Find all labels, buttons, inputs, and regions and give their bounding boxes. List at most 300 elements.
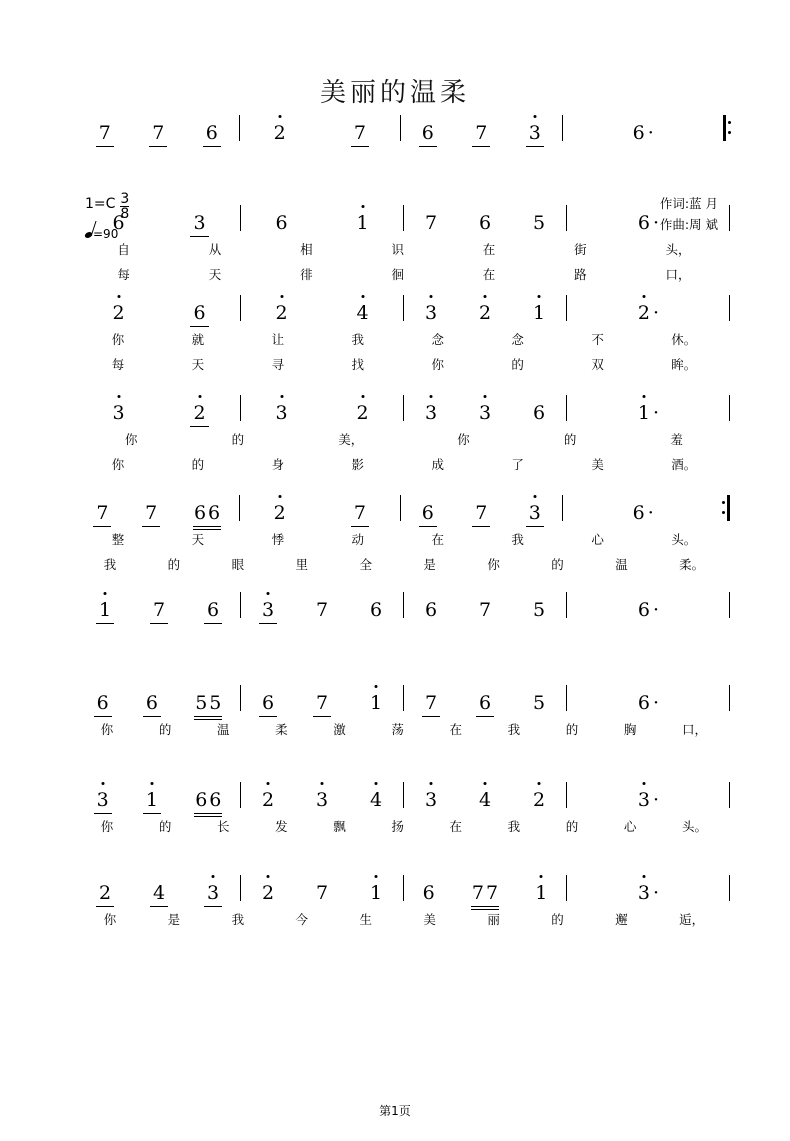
octave-dot-above bbox=[150, 782, 153, 785]
octave-dot-above bbox=[198, 395, 201, 398]
note: 4 bbox=[355, 304, 369, 323]
measure bbox=[567, 694, 729, 713]
octave-dot-above bbox=[430, 782, 433, 785]
note: 2 bbox=[111, 304, 125, 323]
lyric-syllable: 美 bbox=[423, 912, 436, 927]
lyric-syllable: 美， bbox=[338, 432, 364, 447]
note: 3 bbox=[111, 404, 125, 423]
lyric-syllable: 的 bbox=[167, 557, 181, 572]
lyricist-credit: 作词:蓝 月 bbox=[659, 196, 718, 211]
lyric-syllable: 让 bbox=[271, 332, 285, 347]
beam-line bbox=[259, 623, 277, 624]
lyric-syllable: 徘 bbox=[300, 267, 313, 282]
lyric-syllable: 从 bbox=[208, 242, 222, 257]
lyric-line bbox=[78, 240, 730, 258]
lyric-syllable: 是 bbox=[167, 912, 181, 927]
octave-dot-above bbox=[104, 592, 107, 595]
note: 5 bbox=[532, 599, 546, 621]
beam-line bbox=[472, 526, 490, 527]
note: 2 bbox=[273, 504, 287, 523]
lyric-syllable: 你 bbox=[431, 357, 444, 372]
lyric-syllable: 了 bbox=[511, 457, 524, 472]
note: 7 bbox=[471, 882, 484, 904]
note: 6 bbox=[145, 694, 159, 713]
final-barline bbox=[729, 875, 730, 901]
lyric-syllable: 徊 bbox=[391, 267, 404, 282]
lyric-syllable: 的 bbox=[551, 557, 564, 572]
lyric-syllable: 邂 bbox=[615, 912, 628, 927]
note: 7 bbox=[144, 504, 158, 523]
note: 1 bbox=[637, 404, 651, 423]
octave-dot-above bbox=[642, 782, 645, 785]
lyric-syllable: 你 bbox=[100, 722, 114, 737]
note: 6 bbox=[478, 212, 492, 234]
beam-line bbox=[313, 716, 331, 717]
music-system bbox=[78, 289, 730, 373]
lyric-syllable: 发 bbox=[275, 819, 288, 834]
octave-dot-above bbox=[321, 782, 324, 785]
measure bbox=[567, 791, 729, 810]
note-with-augmentation bbox=[637, 601, 659, 620]
music-system bbox=[78, 199, 730, 283]
note: 7 bbox=[478, 599, 492, 621]
lyric-syllable: 在 bbox=[431, 532, 444, 547]
lyric-syllable: 里 bbox=[295, 557, 309, 572]
note: 3 bbox=[637, 791, 651, 810]
augmentation-dot: · bbox=[653, 212, 660, 234]
note: 7 bbox=[315, 599, 329, 621]
lyric-syllable: 你 bbox=[111, 332, 125, 347]
music-system bbox=[78, 389, 730, 473]
measure bbox=[567, 304, 729, 323]
note-with-augmentation bbox=[637, 694, 659, 713]
repeat-end-sign bbox=[723, 495, 730, 521]
octave-dot-above bbox=[533, 115, 536, 118]
note: 6 bbox=[637, 212, 651, 234]
lyric-syllable: 识 bbox=[391, 242, 404, 257]
beam-line bbox=[190, 236, 208, 237]
note: 2 bbox=[355, 404, 369, 423]
lyric-syllable: 我 bbox=[511, 532, 524, 547]
beam-line bbox=[526, 526, 544, 527]
measure bbox=[241, 214, 403, 233]
note-with-augmentation bbox=[637, 304, 659, 323]
music-system bbox=[78, 109, 730, 143]
note: 6 bbox=[421, 504, 435, 523]
measure bbox=[567, 884, 729, 903]
lyric-syllable: 激 bbox=[333, 722, 346, 737]
lyric-syllable: 我 bbox=[231, 912, 245, 927]
note: 3 bbox=[478, 404, 492, 423]
lyric-syllable: 温 bbox=[615, 557, 628, 572]
lyric-syllable: 的 bbox=[231, 432, 245, 447]
note: 7 bbox=[315, 694, 329, 713]
lyric-syllable: 不 bbox=[591, 332, 604, 347]
beam-line bbox=[143, 716, 161, 717]
beam-line bbox=[204, 906, 222, 907]
octave-dot-above bbox=[484, 782, 487, 785]
note: 6 bbox=[208, 502, 221, 524]
lyric-line bbox=[78, 355, 730, 373]
lyric-syllable: 头。 bbox=[682, 819, 708, 834]
note: 5 bbox=[532, 692, 546, 714]
measure bbox=[404, 791, 566, 810]
note-row bbox=[78, 289, 730, 323]
octave-dot-above bbox=[642, 875, 645, 878]
lyric-syllable: 在 bbox=[482, 242, 496, 257]
note: 7 bbox=[151, 124, 165, 143]
time-signature-numerator: 3 bbox=[120, 191, 130, 207]
measure bbox=[567, 404, 729, 423]
beam-line bbox=[190, 326, 208, 327]
lyric-line bbox=[78, 910, 730, 928]
note: 3 bbox=[424, 404, 438, 423]
note-with-augmentation bbox=[637, 404, 659, 423]
measure bbox=[78, 694, 240, 713]
lyric-syllable: 温 bbox=[217, 722, 230, 737]
beam-line bbox=[150, 906, 168, 907]
octave-dot-above bbox=[375, 875, 378, 878]
lyric-syllable: 每 bbox=[117, 267, 130, 282]
note: 3 bbox=[315, 791, 329, 810]
note: 3 bbox=[261, 601, 275, 620]
beam-line bbox=[96, 906, 114, 907]
lyric-syllable: 的 bbox=[158, 722, 172, 737]
beam-line bbox=[476, 716, 494, 717]
note: 5 bbox=[532, 212, 546, 234]
measure bbox=[78, 124, 239, 143]
note: 1 bbox=[355, 214, 369, 233]
beam-line bbox=[94, 813, 112, 814]
beam-line bbox=[96, 623, 114, 624]
lyric-syllable: 是 bbox=[423, 557, 436, 572]
lyric-syllable: 动 bbox=[351, 532, 365, 547]
note: 7 bbox=[424, 694, 438, 713]
measure bbox=[567, 214, 729, 233]
lyric-syllable: 在 bbox=[449, 722, 463, 737]
lyric-syllable: 口， bbox=[682, 722, 708, 737]
augmentation-dot: · bbox=[653, 402, 660, 424]
octave-dot-above bbox=[278, 495, 281, 498]
measure bbox=[241, 304, 403, 323]
measure bbox=[404, 404, 566, 423]
lyric-syllable: 胸 bbox=[623, 722, 637, 737]
octave-dot-above bbox=[538, 295, 541, 298]
note: 7 bbox=[485, 882, 499, 904]
beam-line bbox=[190, 426, 208, 427]
note: 3 bbox=[192, 214, 206, 233]
note-with-augmentation bbox=[637, 791, 659, 810]
lyric-syllable: 每 bbox=[111, 357, 125, 372]
page-title: 美丽的温柔 bbox=[319, 78, 470, 108]
note: 3 bbox=[424, 791, 438, 810]
note: 6 bbox=[369, 599, 383, 621]
octave-dot-above bbox=[267, 592, 270, 595]
note: 7 bbox=[474, 504, 488, 523]
note: 1 bbox=[98, 601, 112, 620]
lyric-syllable: 你 bbox=[457, 432, 470, 447]
lyric-syllable: 悸 bbox=[271, 532, 285, 547]
augmentation-dot: · bbox=[653, 692, 660, 714]
lyric-syllable: 的 bbox=[563, 432, 577, 447]
lyric-syllable: 在 bbox=[449, 819, 463, 834]
note-row bbox=[78, 109, 730, 143]
lyric-syllable: 自 bbox=[117, 242, 130, 257]
note: 6 bbox=[205, 124, 219, 143]
lyric-syllable: 柔。 bbox=[679, 557, 705, 572]
lyric-syllable: 休。 bbox=[671, 332, 697, 347]
note: 6 bbox=[637, 599, 651, 621]
measure bbox=[401, 504, 562, 523]
note: 1 bbox=[369, 694, 383, 713]
note-row bbox=[78, 776, 730, 810]
note: 7 bbox=[353, 504, 367, 523]
final-barline bbox=[729, 592, 730, 618]
measure bbox=[78, 884, 240, 903]
lyric-syllable: 影 bbox=[351, 457, 365, 472]
lyric-syllable: 相 bbox=[300, 242, 313, 257]
measure bbox=[404, 304, 566, 323]
lyric-syllable: 在 bbox=[482, 267, 496, 282]
final-barline bbox=[729, 295, 730, 321]
lyric-syllable: 成 bbox=[431, 457, 444, 472]
lyric-syllable: 丽 bbox=[487, 912, 500, 927]
sheet-music-page bbox=[0, 72, 790, 1141]
note: 6 bbox=[192, 304, 206, 323]
octave-dot-above bbox=[280, 295, 283, 298]
measure bbox=[241, 791, 403, 810]
augmentation-dot: · bbox=[653, 599, 660, 621]
lyric-syllable: 眸。 bbox=[671, 357, 697, 372]
measure bbox=[241, 884, 403, 903]
note: 4 bbox=[369, 791, 383, 810]
note: 6 bbox=[637, 692, 651, 714]
time-signature-denominator: 8 bbox=[120, 206, 130, 222]
note: 6 bbox=[206, 601, 220, 620]
note: 2 bbox=[274, 304, 288, 323]
note: 6 bbox=[261, 694, 275, 713]
lyric-syllable: 荡 bbox=[391, 722, 404, 737]
augmentation-dot: · bbox=[647, 502, 654, 524]
lyric-syllable: 的 bbox=[511, 357, 524, 372]
note-row bbox=[78, 199, 730, 233]
music-system bbox=[78, 489, 730, 573]
note: 6 bbox=[632, 122, 645, 144]
note: 7 bbox=[474, 124, 488, 143]
note: 6 bbox=[96, 694, 110, 713]
lyric-syllable: 路 bbox=[574, 267, 587, 282]
lyric-line bbox=[78, 455, 730, 473]
note: 4 bbox=[478, 791, 492, 810]
measure bbox=[401, 124, 562, 143]
note: 2 bbox=[98, 884, 112, 903]
lyric-syllable: 的 bbox=[551, 912, 564, 927]
final-barline bbox=[729, 782, 730, 808]
lyric-syllable: 双 bbox=[591, 357, 604, 372]
measure bbox=[563, 124, 724, 143]
octave-dot-above bbox=[267, 782, 270, 785]
lyric-syllable: 的 bbox=[565, 722, 579, 737]
note: 3 bbox=[528, 504, 542, 523]
page-footer: 第1页 bbox=[379, 1104, 411, 1118]
lyric-syllable: 你 bbox=[103, 912, 117, 927]
note: 3 bbox=[96, 791, 110, 810]
lyric-syllable: 天 bbox=[191, 532, 205, 547]
lyric-syllable: 你 bbox=[487, 557, 500, 572]
note: 6 bbox=[193, 502, 207, 524]
note: 6 bbox=[421, 124, 435, 143]
beam-line bbox=[96, 146, 114, 147]
key-signature: 1=C bbox=[85, 196, 116, 212]
octave-dot-above bbox=[267, 875, 270, 878]
lyric-syllable: 我 bbox=[103, 557, 117, 572]
octave-dot-above bbox=[484, 395, 487, 398]
lyric-syllable: 心 bbox=[591, 532, 604, 547]
beam-line bbox=[259, 716, 277, 717]
measure bbox=[241, 694, 403, 713]
lyric-syllable: 今 bbox=[295, 912, 309, 927]
measure bbox=[404, 884, 566, 903]
note: 6 bbox=[632, 502, 645, 524]
measure bbox=[404, 601, 566, 620]
lyric-syllable: 口， bbox=[665, 267, 691, 282]
measure bbox=[78, 304, 240, 323]
octave-dot-above bbox=[117, 295, 120, 298]
repeat-start-sign bbox=[723, 115, 730, 141]
measure bbox=[78, 404, 240, 423]
note: 3 bbox=[274, 404, 288, 423]
measure bbox=[241, 601, 403, 620]
lyric-syllable: 我 bbox=[507, 819, 521, 834]
note: 1 bbox=[532, 304, 546, 323]
beam-line bbox=[149, 146, 167, 147]
beam-line bbox=[150, 623, 168, 624]
lyric-syllable: 头， bbox=[665, 242, 691, 257]
beam-line bbox=[142, 526, 160, 527]
lyric-syllable: 寻 bbox=[271, 357, 285, 372]
octave-dot-above bbox=[361, 205, 364, 208]
measure bbox=[241, 404, 403, 423]
octave-dot-above bbox=[101, 782, 104, 785]
octave-dot-above bbox=[430, 395, 433, 398]
note: 2 bbox=[637, 304, 651, 323]
lyric-syllable: 的 bbox=[191, 457, 205, 472]
measure bbox=[78, 214, 240, 233]
note-row bbox=[78, 679, 730, 713]
octave-dot-above bbox=[375, 782, 378, 785]
lyric-syllable: 酒。 bbox=[671, 457, 697, 472]
music-system bbox=[78, 586, 730, 620]
note-with-augmentation bbox=[632, 504, 654, 523]
lyric-syllable: 你 bbox=[111, 457, 125, 472]
lyric-line bbox=[78, 720, 730, 738]
note-with-augmentation bbox=[637, 884, 659, 903]
lyric-syllable: 念 bbox=[511, 332, 524, 347]
lyric-syllable: 你 bbox=[125, 432, 138, 447]
note: 1 bbox=[369, 884, 383, 903]
note: 6 bbox=[112, 212, 125, 234]
lyric-syllable: 逅， bbox=[679, 912, 705, 927]
beamed-note-group bbox=[194, 791, 222, 810]
octave-dot-above bbox=[533, 495, 536, 498]
augmentation-dot: · bbox=[653, 882, 660, 904]
note: 5 bbox=[195, 692, 208, 714]
measure bbox=[78, 601, 240, 620]
octave-dot-above bbox=[642, 295, 645, 298]
note: 6 bbox=[422, 882, 435, 904]
beam-line bbox=[203, 146, 221, 147]
lyric-syllable: 全 bbox=[359, 557, 372, 572]
lyric-syllable: 头。 bbox=[671, 532, 697, 547]
lyric-syllable: 街 bbox=[574, 242, 587, 257]
beamed-note-group bbox=[471, 884, 499, 903]
lyric-line bbox=[78, 430, 730, 448]
note-row bbox=[78, 389, 730, 423]
lyric-line bbox=[78, 265, 730, 283]
final-barline bbox=[729, 205, 730, 231]
note: 2 bbox=[261, 791, 275, 810]
lyric-syllable: 的 bbox=[158, 819, 172, 834]
lyric-syllable: 整 bbox=[111, 532, 125, 547]
note: 3 bbox=[206, 884, 220, 903]
beam-line bbox=[204, 623, 222, 624]
beamed-note-group bbox=[193, 504, 221, 523]
note: 3 bbox=[424, 304, 438, 323]
beam-line bbox=[94, 716, 112, 717]
note-with-augmentation bbox=[637, 214, 659, 233]
octave-dot-above bbox=[538, 782, 541, 785]
octave-dot-above bbox=[212, 875, 215, 878]
note: 2 bbox=[478, 304, 492, 323]
music-system bbox=[78, 869, 730, 928]
beam-line bbox=[419, 146, 437, 147]
lyric-syllable: 美 bbox=[591, 457, 604, 472]
final-barline bbox=[729, 685, 730, 711]
octave-dot-above bbox=[484, 295, 487, 298]
note: 1 bbox=[534, 884, 548, 903]
music-system bbox=[78, 776, 730, 835]
lyric-syllable: 眼 bbox=[231, 557, 245, 572]
octave-dot-above bbox=[642, 395, 645, 398]
augmentation-dot: · bbox=[647, 122, 654, 144]
lyric-syllable: 飘 bbox=[333, 819, 346, 834]
note: 2 bbox=[192, 404, 206, 423]
measure bbox=[563, 504, 724, 523]
note: 6 bbox=[424, 599, 438, 621]
beam-line bbox=[351, 146, 369, 147]
note: 7 bbox=[353, 124, 367, 143]
note-row bbox=[78, 489, 730, 523]
beam-line bbox=[93, 526, 111, 527]
lyric-syllable: 我 bbox=[351, 332, 365, 347]
composer-credit: 作曲:周 斌 bbox=[659, 216, 718, 232]
lyric-syllable: 心 bbox=[623, 819, 637, 834]
octave-dot-above bbox=[430, 295, 433, 298]
octave-dot-above bbox=[375, 685, 378, 688]
note: 6 bbox=[195, 789, 208, 811]
note: 2 bbox=[273, 124, 287, 143]
note-with-augmentation bbox=[632, 124, 654, 143]
beam-line bbox=[422, 716, 440, 717]
lyric-syllable: 身 bbox=[271, 457, 285, 472]
beam-line bbox=[472, 146, 490, 147]
lyric-line bbox=[78, 555, 730, 573]
beamed-note-group bbox=[194, 694, 222, 713]
measure bbox=[567, 601, 729, 620]
measure bbox=[404, 694, 566, 713]
note: 5 bbox=[209, 692, 222, 714]
final-barline bbox=[729, 395, 730, 421]
